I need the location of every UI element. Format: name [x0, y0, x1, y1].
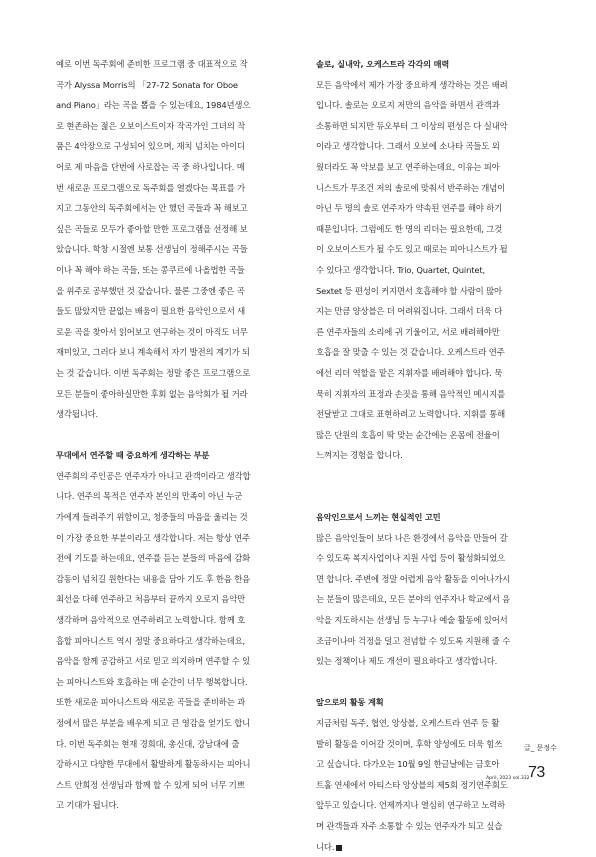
text-line: 고 싶습니다. 다가오는 10월 9일 한글날에는 금호아	[316, 759, 500, 770]
spacer	[56, 425, 290, 446]
text-line: 면 합니다. 주변에 정말 어렵게 음악 활동을 이어나가시	[316, 573, 511, 584]
text-line: 이나 꼭 해야 하는 곡들, 또는 콩쿠르에 나올법한 곡들	[56, 264, 245, 275]
text-line: 품은 4악장으로 구성되어 있으며, 재치 넘치는 아이디	[56, 141, 245, 152]
text-line: 예로 이번 독주회에 준비한 프로그램 중 대표적으로 작	[56, 59, 248, 69]
intro-paragraph	[56, 54, 290, 425]
text-line: 모든 분들이 좋아하실만한 후회 없는 음악회가 될 거라	[56, 388, 248, 399]
text-line: 악을 지도하시는 선생님 등 누구나 예술 활동에 있어서	[316, 615, 508, 626]
text-line: 다. 이번 독주회는 현재 경희대, 총신대, 강남대에 출	[56, 738, 240, 749]
text-line: 묵히 지휘자의 표정과 손짓을 통해 음악적인 메시지를	[316, 388, 506, 399]
text-line: 정에서 많은 부분을 배우게 되고 큰 영감을 얻기도 합니	[56, 718, 251, 728]
text-line: 연주회의 주인공은 연주자가 아니고 관객이라고 생각합	[56, 470, 251, 481]
text-line: 른 연주자들의 소리에 귀 기울이고, 서로 배려해야만	[316, 326, 500, 337]
text-line: 로 현존하는 젊은 오보이스트이자 작곡가인 그녀의 작	[56, 120, 246, 131]
text-line: 음악을 함께 공감하고 서로 믿고 의지하며 연주할 수 있	[56, 656, 251, 667]
text-line: 았습니다. 학창 시절엔 보통 선생님이 정해주시는 곡들	[56, 244, 248, 255]
text-line: 조금이나마 걱정을 덜고 전념할 수 있도록 지원해 줄 수	[316, 635, 511, 646]
text-line: 에선 리더 역할을 맡은 지휘자를 배려해야 합니다. 묵	[316, 367, 503, 378]
text-line: 어로 제 마음을 단번에 사로잡는 곡 중 하나입니다. 매	[56, 161, 245, 172]
spacer	[316, 486, 550, 507]
text-line: 흡할 피아니스트 역시 정말 중요하다고 생각하는데요,	[56, 635, 246, 646]
spacer	[316, 672, 550, 693]
text-line: 입니다. 솔로는 오로지 저만의 음악을 하면서 관객과	[316, 100, 500, 111]
text-line: 번 새로운 프로그램으로 독주회를 열겠다는 목표를 가	[56, 182, 246, 193]
text-line: 있는 정책이나 제도 개선이 필요하다고 생각합니다.	[316, 656, 498, 667]
right-column	[316, 54, 550, 857]
text-line: 아닌 두 명의 솔로 연주자가 약속된 연주를 해야 하기	[316, 203, 503, 214]
text-line: 가에게 들려주기 위함이고, 청중들의 마음을 울리는 것	[56, 512, 248, 523]
concerns-paragraph	[316, 528, 550, 672]
final-line	[316, 837, 550, 857]
text-line: 는 분들이 많은데요, 모든 분야의 연주자나 학교에서 음	[316, 594, 511, 605]
text-line: 을 위주로 공부했던 것 같습니다. 물론 그중엔 좋은 곡	[56, 285, 245, 296]
text-line: 생각됩니다.	[56, 409, 99, 420]
text-line: 발히 활동을 이어갈 것이며, 후학 양성에도 더욱 힘쓰	[316, 738, 503, 749]
text-line: 지는 만큼 양상블은 더 어려워집니다. 그래서 더욱 다	[316, 306, 503, 317]
text-line: 앞두고 있습니다. 언제까지나 열심히 연구하고 노력하	[316, 800, 506, 811]
end-mark-icon	[336, 845, 342, 851]
text-line: 호흡을 잘 맞출 수 있는 것 같습니다. 오케스트라 연주	[316, 347, 505, 358]
spacer	[316, 466, 550, 487]
text-line: 싶은 곡들로 모두가 좋아할 만한 프로그램을 선정해 보	[56, 223, 248, 234]
section-heading-plans: 앞으로의 활동 계획	[316, 697, 384, 708]
text-line: 감동이 넘치길 원한다는 내용을 담아 기도 후 한음 한음	[56, 573, 251, 584]
section-heading-ensemble: 솔로, 실내악, 오케스트라 각각의 매력	[316, 59, 450, 69]
text-line: 강하시고 다양한 무대에서 활발하게 활동하시는 피아니	[56, 759, 251, 770]
text-line: 지금처럼 독주, 협연, 앙상블, 오케스트라 연주 등 활	[316, 718, 500, 728]
text-line: 이 오보이스트가 될 수도 있고 때로는 피아니스트가 될	[316, 244, 508, 255]
page-number: 73	[528, 764, 545, 781]
text-line: 는 피아니스트와 호흡하는 매 순간이 너무 행복합니다.	[56, 676, 248, 687]
text-line: 지고 그동안의 독주회에서는 안 했던 곡들과 꼭 해보고	[56, 203, 248, 214]
text-line: 수 있도록 복지사업이나 지원 사업 등이 활성화되었으	[316, 553, 506, 564]
section-heading-concerns: 음악인으로서 느끼는 현실적인 고민	[316, 512, 441, 523]
text-line: 니다. 연주의 목적은 연주자 본인의 만족이 아닌 누군	[56, 491, 243, 502]
text-line: 때문입니다. 그럼에도 한 명의 리더는 필요한데, 그것	[316, 223, 503, 234]
text-line: 생각하며 음악적으로 연주하려고 노력합니다. 함께 호	[56, 615, 246, 626]
text-line: 들도 많았지만 끝없는 배움이 필요한 음악인으로서 새	[56, 306, 246, 317]
issue-label: April, 2023 vol.332	[486, 776, 530, 781]
text-line: 며 관객들과 자주 소통할 수 있는 연주자가 되고 싶습	[316, 820, 503, 831]
text-line: 웠더라도 꼭 악보를 보고 연주하는데요, 이유는 피아	[316, 161, 500, 172]
left-column	[56, 54, 290, 816]
text-line: 고 기대가 됩니다.	[56, 800, 119, 811]
text-line: Sextet 등 편성이 커지면서 호흡해야 할 사람이 많아	[316, 285, 502, 296]
text-line: 스트 안희정 선생님과 함께 할 수 있게 되어 너무 기쁘	[56, 779, 245, 790]
author-credit: 글_ 문정수	[524, 744, 557, 752]
text-line: 는 것 같습니다. 이번 독주회는 정말 좋은 프로그램으로	[56, 367, 251, 378]
text-line: 모든 음악에서 제가 가장 중요하게 생각하는 것은 배려	[316, 79, 508, 90]
text-line: 곡가 Alyssa Morris의 「27-72 Sonata for Oboe	[56, 79, 238, 90]
text-line: 이 가장 중요한 부분이라고 생각합니다. 저는 항상 연주	[56, 532, 251, 543]
text-line: 전에 기도를 하는데요, 연주를 듣는 분들의 마음에 감화	[56, 553, 251, 564]
text-line: 재미있고, 그러다 보니 계속해서 자기 발전의 계기가 되	[56, 347, 251, 358]
text-line: 최선을 다해 연주하고 처음부터 끝까지 오로지 음악만	[56, 594, 246, 605]
final-line-text: 니다.	[316, 841, 335, 852]
plans-paragraph	[316, 713, 550, 837]
text-line: 느껴지는 경험을 합니다.	[316, 450, 403, 461]
text-line: 트홀 연세에서 아티스타 앙상블의 제5회 정기연주회도	[316, 779, 508, 790]
text-line: 니스트가 무조건 저의 솔로에 맞춰서 반주하는 개념이	[316, 182, 506, 193]
text-line: 이라고 생각합니다. 그래서 오보에 소나타 곡들도 외	[316, 141, 500, 152]
text-line: 많은 음악인들이 보다 나은 환경에서 음악을 만들어 갈	[316, 532, 508, 543]
text-line: 또한 새로운 피아니스트와 새로운 곡들을 준비하는 과	[56, 697, 246, 708]
text-line: 소통하면 되지만 듀오부터 그 이상의 편성은 다 실내악	[316, 120, 508, 131]
text-line: 로운 곡을 찾아서 읽어보고 연구하는 것이 아직도 너무	[56, 326, 248, 337]
text-line: 전달받고 그대로 표현하려고 노력합니다. 지휘를 통해	[316, 409, 506, 420]
stage-paragraph	[56, 466, 290, 816]
text-line: and Piano」라는 곡을 뽑을 수 있는데요, 1984년생으	[56, 100, 251, 111]
ensemble-paragraph	[316, 75, 550, 466]
section-heading-stage: 무대에서 연주할 때 중요하게 생각하는 부분	[56, 450, 210, 461]
text-line: 많은 단원의 호흡이 딱 맞는 순간에는 온몸에 전율이	[316, 429, 500, 440]
text-line: 수 있다고 생각합니다. Trio, Quartet, Quintet,	[316, 264, 485, 275]
